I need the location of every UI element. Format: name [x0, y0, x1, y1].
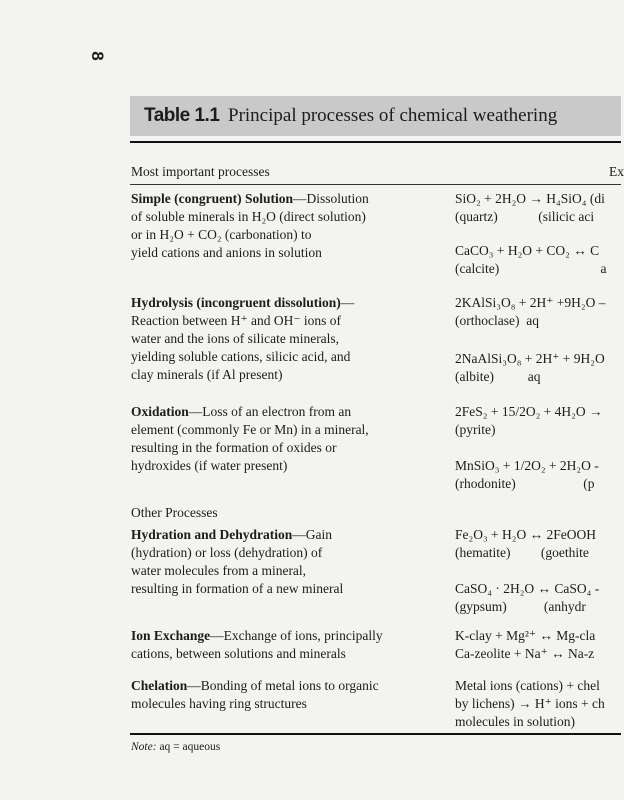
process-name: Simple (congruent) Solution	[131, 191, 294, 206]
process-simple-solution: Simple (congruent) Solution—Dissolution of soluble minerals in H₂O (direct solution) or in H₂O + CO₂ (carbonation) to yield cations and anions in solution	[131, 191, 369, 260]
table-title-bar	[130, 96, 621, 136]
process-name: Hydrolysis (incongruent dissolution)	[131, 295, 341, 310]
example-albite: 2NaAlSi₃O₈ + 2H⁺ + 9H₂O (albite) aq	[455, 351, 605, 384]
example-orthoclase: 2KAlSi₃O₈ + 2H⁺ +9H₂O – (orthoclase) aq	[455, 295, 606, 328]
process-oxidation: Oxidation—Loss of an electron from an element (commonly Fe or Mn) in a mineral, resulting in the formation of oxides or hydroxides (if water present)	[131, 404, 369, 473]
col-header-processes: Most important processes	[131, 164, 270, 179]
process-chelation: Chelation—Bonding of metal ions to organic molecules having ring structures	[131, 678, 379, 711]
process-name: Chelation	[131, 678, 188, 693]
process-name: Ion Exchange	[131, 628, 211, 643]
table-label: Table 1.1	[144, 105, 220, 126]
example-quartz: SiO₂ + 2H₂O → H₄SiO₄ (di (quartz) (silicic aci	[455, 191, 605, 224]
example-hematite: Fe₂O₃ + H₂O ↔ 2FeOOH (hematite) (goethite	[455, 527, 596, 560]
example-pyrite: 2FeS₂ + 15/2O₂ + 4H₂O → (pyrite)	[455, 404, 603, 437]
process-name: Hydration and Dehydration	[131, 527, 293, 542]
other-processes-heading: Other Processes	[131, 505, 218, 520]
header-rule	[130, 141, 621, 143]
table-bottom-rule	[130, 733, 621, 735]
process-name: Oxidation	[131, 404, 189, 419]
col-header-examples: Ex	[609, 164, 624, 179]
page-number: 8	[88, 51, 107, 61]
process-hydrolysis: Hydrolysis (incongruent dissolution)— Reaction between H⁺ and OH⁻ ions of water and the ions of silicate minerals, yielding soluble cations, silicic acid, and clay minerals (if Al present)	[131, 295, 355, 382]
column-header-rule	[130, 184, 621, 185]
example-rhodonite: MnSiO₃ + 1/2O₂ + 2H₂O - (rhodonite) (p	[455, 458, 599, 491]
example-calcite: CaCO₃ + H₂O + CO₂ ↔ C (calcite) a	[455, 243, 607, 276]
example-ion-exchange: K-clay + Mg²⁺ ↔ Mg-cla Ca-zeolite + Na⁺ ↔ Na-z	[455, 628, 596, 661]
table-note: Note: aq = aqueous	[131, 741, 221, 753]
table-title: Principal processes of chemical weathering	[228, 105, 558, 126]
process-hydration: Hydration and Dehydration—Gain (hydration) or loss (dehydration) of water molecules from a mineral, resulting in formation of a new mineral	[131, 527, 344, 596]
example-gypsum: CaSO₄ · 2H₂O ↔ CaSO₄ - (gypsum) (anhydr	[455, 581, 600, 614]
example-chelation: Metal ions (cations) + chel by lichens) → H⁺ ions + ch molecules in solution)	[455, 678, 605, 729]
process-ion-exchange: Ion Exchange—Exchange of ions, principally cations, between solutions and minerals	[131, 628, 383, 661]
